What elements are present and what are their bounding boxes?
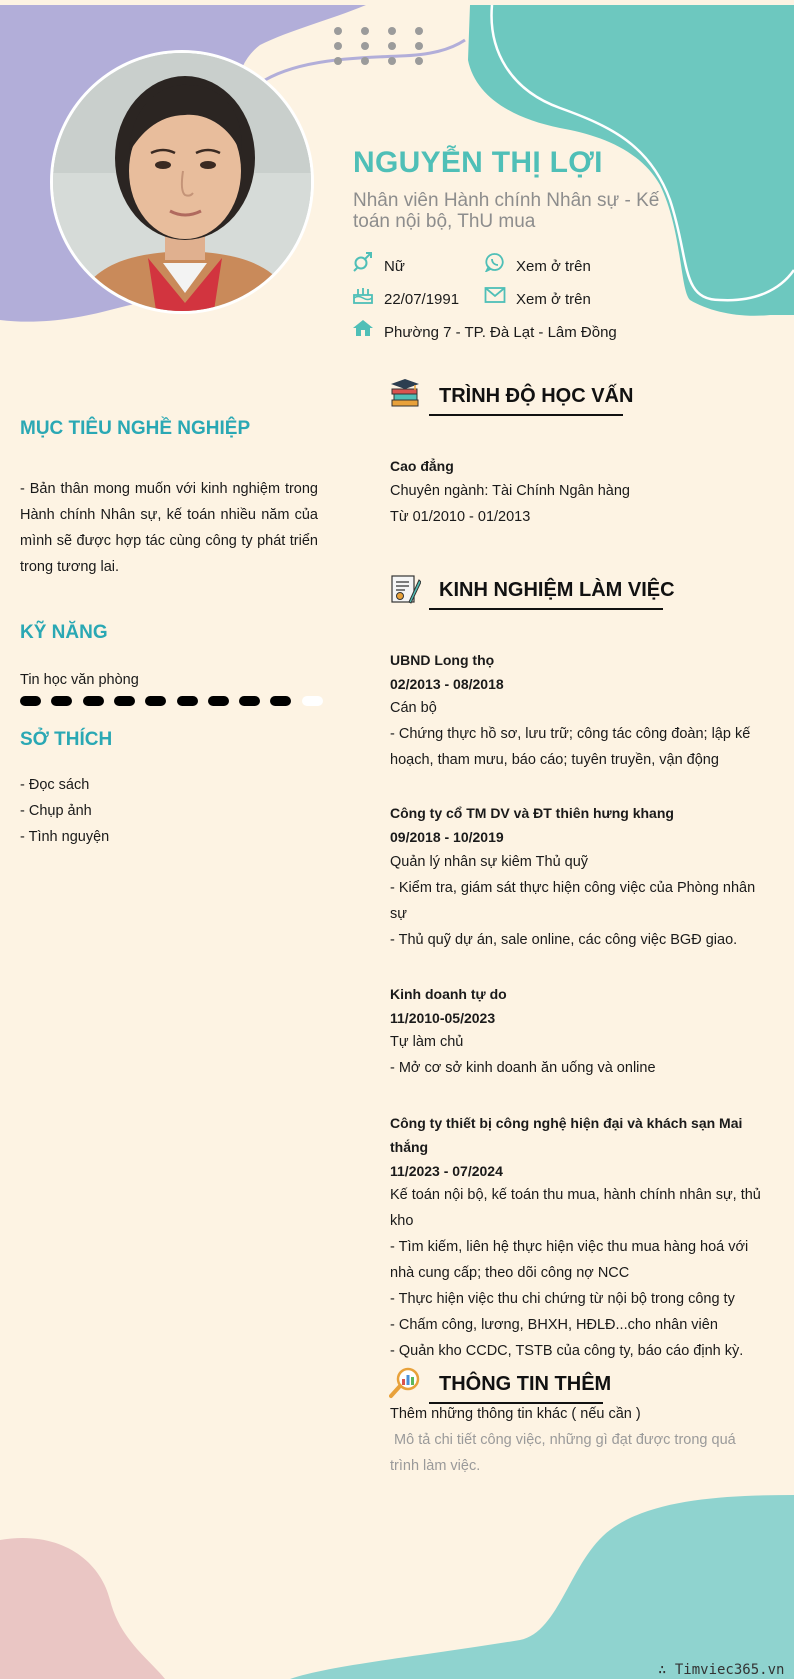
job-period: 11/2023 - 07/2024 xyxy=(390,1163,503,1179)
skill-dash-filled xyxy=(51,696,72,706)
gender-value: Nữ xyxy=(384,258,405,275)
certificate-icon xyxy=(389,572,421,604)
job-description: - Quản kho CCDC, TSTB của công ty, báo cáo định kỳ. xyxy=(390,1343,744,1359)
objective-text: - Bản thân mong muốn với kinh nghiệm trong Hành chính Nhân sự, kế toán nhiều năm của mình sẽ được hợp tác cùng công ty phát triển trong tương lai. xyxy=(20,481,318,575)
mail-icon xyxy=(484,285,506,305)
experience-underline xyxy=(429,608,663,610)
skills-heading: KỸ NĂNG xyxy=(20,622,108,643)
skill-name: Tin học văn phòng xyxy=(20,672,139,688)
whatsapp-icon xyxy=(484,252,506,272)
birthday-value: 22/07/1991 xyxy=(384,291,460,308)
education-major: Chuyên ngành: Tài Chính Ngân hàng xyxy=(390,483,630,499)
education-heading: TRÌNH ĐỘ HỌC VẤN xyxy=(439,385,634,407)
hobby-item: - Chụp ảnh xyxy=(20,803,92,819)
job-company: Công ty thiết bị công nghệ hiện đại và khách sạn Mai xyxy=(390,1115,743,1131)
hobbies-heading: SỞ THÍCH xyxy=(20,729,113,750)
skill-dash-filled xyxy=(270,696,291,706)
phone-value: Xem ở trên xyxy=(516,258,591,275)
objective-heading: MỤC TIÊU NGHỀ NGHIỆP xyxy=(20,418,251,439)
job-description: - Mở cơ sở kinh doanh ăn uống và online xyxy=(390,1060,656,1076)
books-icon xyxy=(389,378,421,410)
skill-level-bar xyxy=(20,695,320,707)
job-description: - Chứng thực hồ sơ, lưu trữ; công tác công đoàn; lập kế xyxy=(390,726,751,742)
job-company: Công ty cổ TM DV và ĐT thiên hưng khang xyxy=(390,805,674,821)
job-role: Cán bộ xyxy=(390,700,437,716)
address-value: Phường 7 - TP. Đà Lạt - Lâm Đồng xyxy=(384,324,617,341)
skill-dash-filled xyxy=(177,696,198,706)
job-period: 09/2018 - 10/2019 xyxy=(390,829,504,845)
extra-heading: THÔNG TIN THÊM xyxy=(439,1373,612,1395)
watermark: ∴ Timviec365.vn xyxy=(658,1662,785,1678)
skill-dash-filled xyxy=(208,696,229,706)
skill-dash-filled xyxy=(239,696,260,706)
email-value: Xem ở trên xyxy=(516,291,591,308)
extra-line: Thêm những thông tin khác ( nếu cần ) xyxy=(390,1406,641,1422)
job-company: thắng xyxy=(390,1139,429,1155)
education-underline xyxy=(429,414,623,416)
hobby-item: - Đọc sách xyxy=(20,777,90,793)
skill-dash-filled xyxy=(83,696,104,706)
skill-dash-filled xyxy=(145,696,166,706)
job-description: hoạch, tham mưu, báo cáo; tuyên truyền, vận động xyxy=(390,752,719,768)
job-role: Kế toán nội bộ, kế toán thu mua, hành chính nhân sự, thủ xyxy=(390,1187,761,1203)
job-description: - Thủ quỹ dự án, sale online, các công việc BGĐ giao. xyxy=(390,932,738,948)
extra-placeholder-line: Mô tả chi tiết công việc, những gì đạt được trong quá xyxy=(390,1432,736,1448)
job-description: - Chấm công, lương, BHXH, HĐLĐ...cho nhân viên xyxy=(390,1317,718,1333)
education-period: Từ 01/2010 - 01/2013 xyxy=(390,509,531,525)
job-role: Tự làm chủ xyxy=(390,1034,464,1050)
job-description: - Thực hiện việc thu chi chứng từ nội bộ trong công ty xyxy=(390,1291,735,1307)
job-description: nhà cung cấp; theo dõi công nợ NCC xyxy=(390,1265,630,1281)
job-role: kho xyxy=(390,1213,414,1229)
avatar xyxy=(50,50,314,314)
cake-icon xyxy=(352,285,374,305)
job-title: Nhân viên Hành chính Nhân sự - Kế toán nội bộ, ThU mua xyxy=(353,190,660,232)
job-description: - Tìm kiếm, liên hệ thực hiện việc thu mua hàng hoá với xyxy=(390,1239,749,1255)
skill-dash-filled xyxy=(20,696,41,706)
job-role: Quản lý nhân sự kiêm Thủ quỹ xyxy=(390,854,589,870)
job-description: sự xyxy=(390,906,407,922)
job-period: 11/2010-05/2023 xyxy=(390,1010,496,1026)
skill-dash-empty xyxy=(302,696,323,706)
analytics-icon xyxy=(389,1367,421,1399)
candidate-name: NGUYỄN THỊ LỢI xyxy=(353,146,603,179)
gender-icon xyxy=(352,252,374,272)
skill-dash-filled xyxy=(114,696,135,706)
job-description: - Kiểm tra, giám sát thực hiện công việc của Phòng nhân xyxy=(390,880,756,896)
job-period: 02/2013 - 08/2018 xyxy=(390,676,504,692)
education-degree: Cao đẳng xyxy=(390,458,454,474)
experience-heading: KINH NGHIỆM LÀM VIỆC xyxy=(439,579,675,601)
home-icon xyxy=(352,318,374,338)
hobby-item: - Tình nguyện xyxy=(20,829,110,845)
profile-photo xyxy=(53,53,314,314)
extra-placeholder-line: trình làm việc. xyxy=(390,1458,481,1474)
job-company: UBND Long thọ xyxy=(390,652,495,668)
job-company: Kinh doanh tự do xyxy=(390,986,507,1002)
